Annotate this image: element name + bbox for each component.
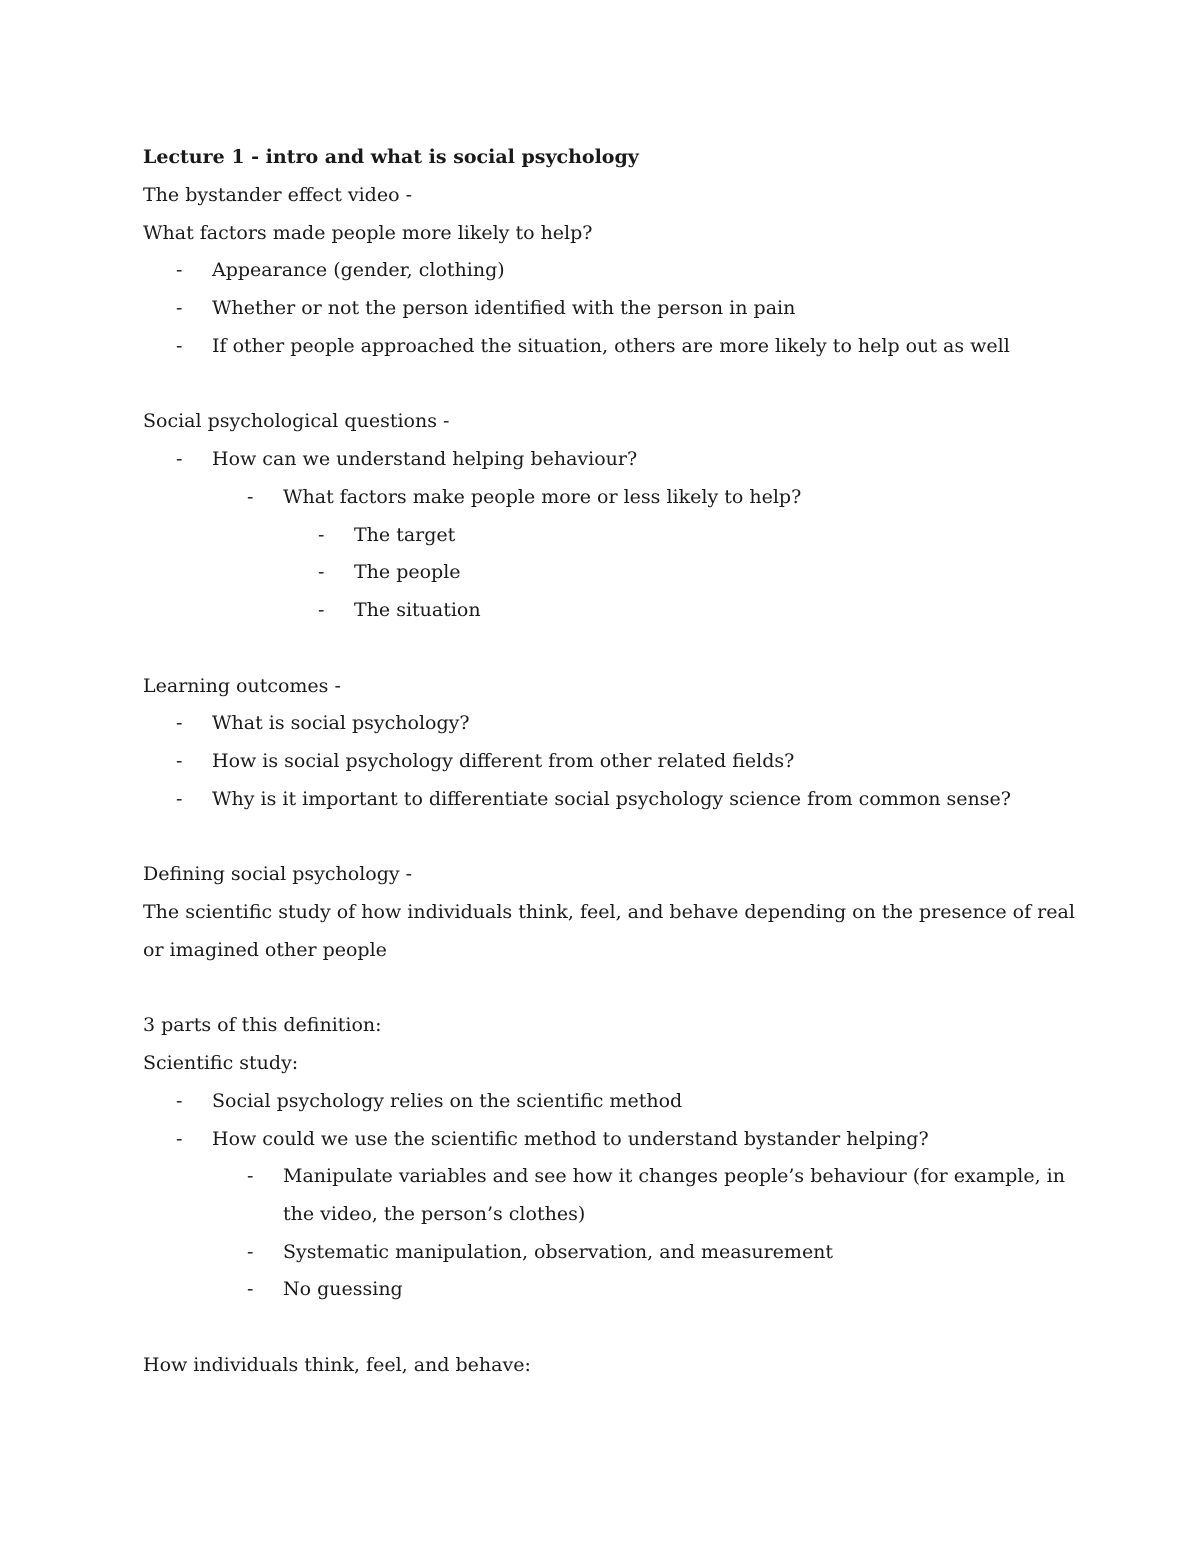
document-title: Lecture 1 - intro and what is social psychology — [143, 146, 639, 168]
paragraph: What factors made people more likely to help? — [143, 222, 593, 244]
list-item-text: Social psychology relies on the scientific method — [212, 1090, 683, 1112]
bullet-dash: - — [247, 1278, 254, 1300]
list-item-text: How could we use the scientific method to understand bystander helping? — [212, 1128, 929, 1150]
sub-heading: Scientific study: — [143, 1052, 299, 1074]
bullet-dash: - — [247, 1241, 254, 1263]
paragraph: or imagined other people — [143, 939, 387, 961]
list-item-text: No guessing — [283, 1278, 403, 1300]
paragraph: The scientific study of how individuals think, feel, and behave depending on the presence of real — [143, 901, 1075, 923]
bullet-dash: - — [176, 1128, 183, 1150]
list-item-text: What is social psychology? — [212, 712, 470, 734]
bullet-dash: - — [247, 1165, 254, 1187]
bullet-dash: - — [318, 524, 325, 546]
bullet-dash: - — [318, 561, 325, 583]
bullet-dash: - — [176, 259, 183, 281]
section-heading: How individuals think, feel, and behave: — [143, 1354, 531, 1376]
list-item-text: Manipulate variables and see how it changes people’s behaviour (for example, in — [283, 1165, 1065, 1187]
list-item-text: If other people approached the situation, others are more likely to help out as well — [212, 335, 1010, 357]
bullet-dash: - — [176, 712, 183, 734]
bullet-dash: - — [318, 599, 325, 621]
section-heading: Social psychological questions - — [143, 410, 450, 432]
list-item-text: Why is it important to differentiate social psychology science from common sense? — [212, 788, 1011, 810]
paragraph: The bystander effect video - — [143, 184, 412, 206]
bullet-dash: - — [176, 1090, 183, 1112]
list-item-text: How is social psychology different from other related fields? — [212, 750, 795, 772]
list-item-text: How can we understand helping behaviour? — [212, 448, 638, 470]
list-item-text: Whether or not the person identified with the person in pain — [212, 297, 796, 319]
list-item-text: Appearance (gender, clothing) — [212, 259, 505, 281]
bullet-dash: - — [176, 448, 183, 470]
section-heading: 3 parts of this definition: — [143, 1014, 382, 1036]
bullet-dash: - — [176, 297, 183, 319]
list-item-text: The people — [354, 561, 461, 583]
section-heading: Defining social psychology - — [143, 863, 413, 885]
list-item-text: the video, the person’s clothes) — [283, 1203, 586, 1225]
bullet-dash: - — [247, 486, 254, 508]
bullet-dash: - — [176, 750, 183, 772]
bullet-dash: - — [176, 788, 183, 810]
list-item-text: The target — [354, 524, 456, 546]
section-heading: Learning outcomes - — [143, 675, 341, 697]
list-item-text: What factors make people more or less likely to help? — [283, 486, 802, 508]
bullet-dash: - — [176, 335, 183, 357]
list-item-text: The situation — [354, 599, 481, 621]
list-item-text: Systematic manipulation, observation, and measurement — [283, 1241, 834, 1263]
